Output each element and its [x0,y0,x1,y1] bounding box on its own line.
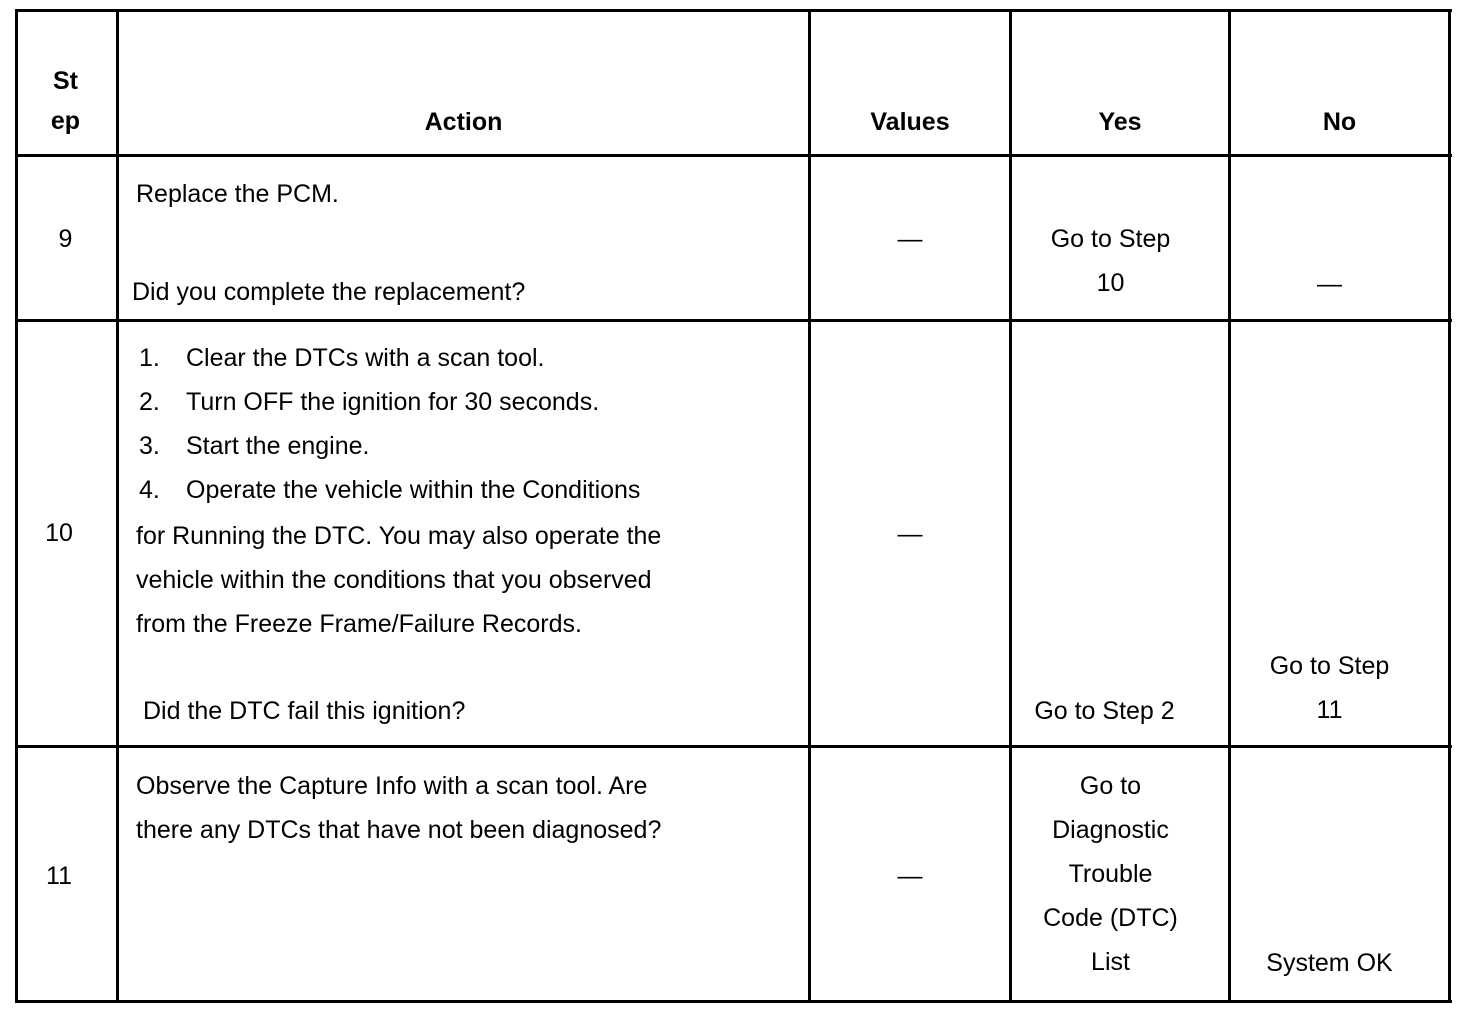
action-steps [139,336,640,512]
yes-cell [1012,764,1209,984]
header-step-line: ep [50,107,81,135]
list-item [139,468,640,512]
table-border-bottom [15,1000,1452,1003]
list-number: 2. [139,388,160,416]
header-values: Values [870,108,950,136]
column-divider [1228,9,1231,1003]
list-text: Operate the vehicle within the Conditions [186,476,641,504]
row-divider [15,319,1452,322]
list-item [139,380,640,424]
yes-line: Diagnostic [1052,816,1169,844]
list-text: Start the engine. [186,432,370,460]
action-question: Did you complete the replacement? [132,278,526,306]
action-question: Did the DTC fail this ignition? [143,697,466,725]
action-line: vehicle within the conditions that you observed [136,566,652,594]
column-divider [116,9,119,1003]
table-border-top [15,9,1452,12]
action-text: Replace the PCM. [136,180,339,208]
table-border-right [1448,9,1451,1003]
step-number: 11 [46,862,72,890]
action-text [136,764,661,852]
values-cell: — [897,520,923,548]
step-number: 10 [45,519,73,547]
values-cell: — [897,225,923,253]
list-item [139,336,640,380]
header-action: Action [424,108,503,136]
action-continuation [136,514,661,646]
row-divider [15,745,1452,748]
yes-line: Code (DTC) [1043,904,1178,932]
header-divider [15,154,1452,157]
list-number: 1. [139,344,160,372]
yes-cell [1012,217,1209,305]
action-line: for Running the DTC. You may also operate the [136,522,662,550]
no-cell [1231,644,1428,732]
header-no: No [1322,108,1357,136]
list-text: Turn OFF the ignition for 30 seconds. [186,388,600,416]
action-line: Observe the Capture Info with a scan tool. Are [136,772,648,800]
values-cell: — [897,862,923,890]
action-line: from the Freeze Frame/Failure Records. [136,610,582,638]
yes-line: 10 [1096,269,1125,297]
yes-cell: Go to Step 2 [1034,697,1175,725]
yes-line: Trouble [1068,860,1153,888]
no-line: Go to Step [1269,652,1390,680]
list-number: 4. [139,476,160,504]
header-yes: Yes [1098,108,1142,136]
header-step [15,61,116,141]
yes-line: Go to [1079,772,1142,800]
list-number: 3. [139,432,160,460]
yes-line: List [1091,948,1130,976]
list-text: Clear the DTCs with a scan tool. [186,344,545,372]
action-line: there any DTCs that have not been diagnosed? [136,816,662,844]
header-step-line: St [53,67,78,95]
step-number: 9 [58,225,73,253]
no-cell: — [1317,270,1342,298]
list-item [139,424,640,468]
no-cell: System OK [1266,949,1393,977]
no-line: 11 [1316,696,1343,724]
diagnostic-table [15,9,1452,1003]
yes-line: Go to Step [1050,225,1171,253]
